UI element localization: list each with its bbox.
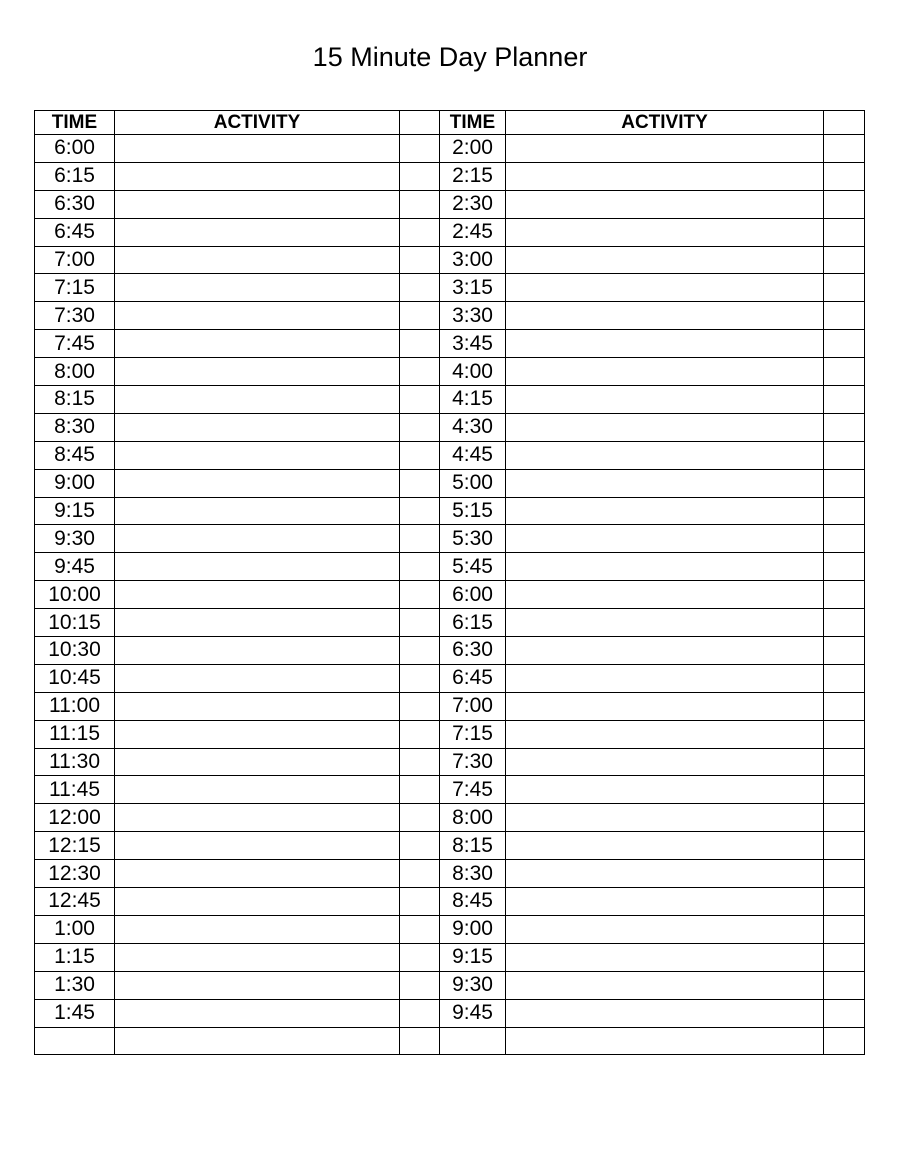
- time-cell-right: 2:30: [440, 190, 506, 218]
- time-cell-right: 2:15: [440, 162, 506, 190]
- time-cell-right: 5:45: [440, 553, 506, 581]
- time-cell-left: 1:15: [35, 943, 115, 971]
- time-cell-left: 8:15: [35, 386, 115, 414]
- time-cell-left: 10:15: [35, 609, 115, 637]
- time-cell-left: 1:00: [35, 915, 115, 943]
- time-cell-right: 4:30: [440, 413, 506, 441]
- time-cell-left: 8:45: [35, 441, 115, 469]
- time-cell-left: 8:00: [35, 358, 115, 386]
- check-cell-right[interactable]: [824, 915, 865, 943]
- time-cell-right: 7:15: [440, 720, 506, 748]
- time-cell-right: 5:15: [440, 497, 506, 525]
- planner-body: [35, 135, 865, 1055]
- table-row: [35, 999, 865, 1027]
- time-cell-left: 6:15: [35, 162, 115, 190]
- time-cell-left: 9:00: [35, 469, 115, 497]
- check-cell-left[interactable]: [400, 497, 440, 525]
- header-row: [35, 111, 865, 135]
- check-cell-left[interactable]: [400, 609, 440, 637]
- check-cell-left[interactable]: [400, 692, 440, 720]
- table-row: [35, 776, 865, 804]
- check-cell-right[interactable]: [824, 1027, 865, 1055]
- check-cell-right[interactable]: [824, 190, 865, 218]
- activity-cell-right[interactable]: [506, 776, 824, 804]
- check-cell-left[interactable]: [400, 888, 440, 916]
- check-cell-right[interactable]: [824, 330, 865, 358]
- time-cell-right: 3:00: [440, 246, 506, 274]
- check-cell-left[interactable]: [400, 971, 440, 999]
- table-row: [35, 915, 865, 943]
- activity-cell-right[interactable]: [506, 832, 824, 860]
- activity-cell-left[interactable]: [115, 441, 400, 469]
- table-row: [35, 246, 865, 274]
- time-cell-right: 6:30: [440, 637, 506, 665]
- activity-cell-left[interactable]: [115, 274, 400, 302]
- check-cell-right[interactable]: [824, 441, 865, 469]
- time-cell-right: 9:30: [440, 971, 506, 999]
- check-cell-right[interactable]: [824, 162, 865, 190]
- activity-cell-left[interactable]: [115, 915, 400, 943]
- table-row: [35, 190, 865, 218]
- check-cell-left[interactable]: [400, 748, 440, 776]
- table-row: [35, 720, 865, 748]
- activity-cell-right[interactable]: [506, 413, 824, 441]
- activity-cell-left[interactable]: [115, 609, 400, 637]
- activity-cell-right[interactable]: [506, 943, 824, 971]
- activity-cell-left[interactable]: [115, 135, 400, 163]
- time-cell-left: 7:30: [35, 302, 115, 330]
- table-row: [35, 581, 865, 609]
- table-row: [35, 441, 865, 469]
- check-cell-left[interactable]: [400, 553, 440, 581]
- check-cell-right[interactable]: [824, 609, 865, 637]
- check-cell-right[interactable]: [824, 358, 865, 386]
- time-cell-right: 6:15: [440, 609, 506, 637]
- check-cell-left[interactable]: [400, 302, 440, 330]
- activity-cell-left[interactable]: [115, 692, 400, 720]
- activity-cell-right[interactable]: [506, 469, 824, 497]
- time-cell-left: 9:15: [35, 497, 115, 525]
- check-cell-right[interactable]: [824, 776, 865, 804]
- time-cell-left: 9:30: [35, 525, 115, 553]
- check-cell-right[interactable]: [824, 692, 865, 720]
- activity-cell-left[interactable]: [115, 971, 400, 999]
- activity-cell-right[interactable]: [506, 664, 824, 692]
- check-cell-right[interactable]: [824, 274, 865, 302]
- activity-cell-left[interactable]: [115, 664, 400, 692]
- activity-cell-right[interactable]: [506, 162, 824, 190]
- activity-cell-right[interactable]: [506, 218, 824, 246]
- activity-cell-right[interactable]: [506, 581, 824, 609]
- check-cell-left[interactable]: [400, 274, 440, 302]
- activity-cell-left[interactable]: [115, 386, 400, 414]
- activity-cell-right[interactable]: [506, 553, 824, 581]
- check-cell-left[interactable]: [400, 246, 440, 274]
- activity-cell-left[interactable]: [115, 748, 400, 776]
- activity-cell-left[interactable]: [115, 720, 400, 748]
- check-cell-right[interactable]: [824, 888, 865, 916]
- activity-cell-right[interactable]: [506, 441, 824, 469]
- check-cell-right[interactable]: [824, 804, 865, 832]
- time-cell-left: [35, 1027, 115, 1055]
- check-cell-right[interactable]: [824, 135, 865, 163]
- time-cell-right: 9:00: [440, 915, 506, 943]
- time-cell-left: 8:30: [35, 413, 115, 441]
- time-cell-right: 7:00: [440, 692, 506, 720]
- activity-cell-left[interactable]: [115, 860, 400, 888]
- table-row: [35, 413, 865, 441]
- time-cell-left: 11:45: [35, 776, 115, 804]
- check-cell-left[interactable]: [400, 720, 440, 748]
- check-cell-right[interactable]: [824, 497, 865, 525]
- table-row: [35, 525, 865, 553]
- activity-header-left: ACTIVITY: [115, 111, 400, 135]
- check-cell-left[interactable]: [400, 469, 440, 497]
- check-cell-right[interactable]: [824, 413, 865, 441]
- table-row: [35, 609, 865, 637]
- activity-cell-right[interactable]: [506, 692, 824, 720]
- time-cell-right: 3:45: [440, 330, 506, 358]
- check-cell-right[interactable]: [824, 637, 865, 665]
- time-cell-right: 8:45: [440, 888, 506, 916]
- activity-cell-right[interactable]: [506, 525, 824, 553]
- table-row: [35, 860, 865, 888]
- table-row: [35, 218, 865, 246]
- activity-header-right: ACTIVITY: [506, 111, 824, 135]
- check-cell-left[interactable]: [400, 776, 440, 804]
- check-cell-right[interactable]: [824, 553, 865, 581]
- table-row: [35, 832, 865, 860]
- check-cell-left[interactable]: [400, 190, 440, 218]
- time-cell-left: 12:15: [35, 832, 115, 860]
- table-row: [35, 274, 865, 302]
- activity-cell-right[interactable]: [506, 330, 824, 358]
- table-row: [35, 1027, 865, 1055]
- check-cell-left[interactable]: [400, 413, 440, 441]
- time-cell-left: 7:45: [35, 330, 115, 358]
- activity-cell-left[interactable]: [115, 1027, 400, 1055]
- time-cell-left: 9:45: [35, 553, 115, 581]
- activity-cell-left[interactable]: [115, 943, 400, 971]
- check-cell-left[interactable]: [400, 162, 440, 190]
- time-cell-right: 3:15: [440, 274, 506, 302]
- activity-cell-right[interactable]: [506, 386, 824, 414]
- check-cell-left[interactable]: [400, 358, 440, 386]
- table-row: [35, 386, 865, 414]
- activity-cell-right[interactable]: [506, 190, 824, 218]
- activity-cell-right[interactable]: [506, 748, 824, 776]
- check-cell-left[interactable]: [400, 664, 440, 692]
- check-cell-left[interactable]: [400, 330, 440, 358]
- time-cell-right: 8:30: [440, 860, 506, 888]
- check-cell-right[interactable]: [824, 720, 865, 748]
- table-row: [35, 302, 865, 330]
- time-cell-right: 5:30: [440, 525, 506, 553]
- time-cell-right: 4:00: [440, 358, 506, 386]
- time-cell-left: 6:00: [35, 135, 115, 163]
- time-cell-right: 5:00: [440, 469, 506, 497]
- activity-cell-right[interactable]: [506, 971, 824, 999]
- table-row: [35, 748, 865, 776]
- table-row: [35, 888, 865, 916]
- time-cell-right: 6:00: [440, 581, 506, 609]
- time-cell-right: [440, 1027, 506, 1055]
- time-cell-right: 2:45: [440, 218, 506, 246]
- time-cell-left: 10:00: [35, 581, 115, 609]
- activity-cell-right[interactable]: [506, 302, 824, 330]
- time-cell-left: 11:00: [35, 692, 115, 720]
- table-row: [35, 358, 865, 386]
- time-cell-left: 10:45: [35, 664, 115, 692]
- activity-cell-right[interactable]: [506, 358, 824, 386]
- blank-header-left: [400, 111, 440, 135]
- check-cell-right[interactable]: [824, 469, 865, 497]
- check-cell-left[interactable]: [400, 581, 440, 609]
- check-cell-right[interactable]: [824, 999, 865, 1027]
- time-cell-right: 7:45: [440, 776, 506, 804]
- time-cell-left: 7:15: [35, 274, 115, 302]
- check-cell-right[interactable]: [824, 218, 865, 246]
- activity-cell-right[interactable]: [506, 720, 824, 748]
- time-cell-left: 7:00: [35, 246, 115, 274]
- time-cell-right: 4:45: [440, 441, 506, 469]
- check-cell-right[interactable]: [824, 386, 865, 414]
- table-row: [35, 637, 865, 665]
- check-cell-left[interactable]: [400, 441, 440, 469]
- planner-table: [34, 110, 865, 1055]
- activity-cell-left[interactable]: [115, 469, 400, 497]
- activity-cell-right[interactable]: [506, 1027, 824, 1055]
- activity-cell-right[interactable]: [506, 888, 824, 916]
- check-cell-left[interactable]: [400, 386, 440, 414]
- time-header-right: TIME: [440, 111, 506, 135]
- table-row: [35, 804, 865, 832]
- check-cell-left[interactable]: [400, 915, 440, 943]
- activity-cell-left[interactable]: [115, 553, 400, 581]
- time-cell-left: 11:30: [35, 748, 115, 776]
- blank-header-right: [824, 111, 865, 135]
- table-row: [35, 692, 865, 720]
- table-row: [35, 135, 865, 163]
- time-header-left: TIME: [35, 111, 115, 135]
- time-cell-left: 11:15: [35, 720, 115, 748]
- activity-cell-right[interactable]: [506, 609, 824, 637]
- activity-cell-left[interactable]: [115, 637, 400, 665]
- check-cell-right[interactable]: [824, 581, 865, 609]
- check-cell-left[interactable]: [400, 999, 440, 1027]
- activity-cell-left[interactable]: [115, 218, 400, 246]
- activity-cell-right[interactable]: [506, 497, 824, 525]
- check-cell-left[interactable]: [400, 832, 440, 860]
- table-row: [35, 971, 865, 999]
- time-cell-right: 9:15: [440, 943, 506, 971]
- check-cell-right[interactable]: [824, 748, 865, 776]
- check-cell-left[interactable]: [400, 525, 440, 553]
- table-row: [35, 664, 865, 692]
- check-cell-left[interactable]: [400, 804, 440, 832]
- time-cell-left: 12:00: [35, 804, 115, 832]
- page-title: 15 Minute Day Planner: [312, 42, 588, 72]
- activity-cell-right[interactable]: [506, 135, 824, 163]
- activity-cell-left[interactable]: [115, 525, 400, 553]
- check-cell-right[interactable]: [824, 246, 865, 274]
- time-cell-left: 1:45: [35, 999, 115, 1027]
- check-cell-left[interactable]: [400, 637, 440, 665]
- activity-cell-left[interactable]: [115, 413, 400, 441]
- time-cell-right: 7:30: [440, 748, 506, 776]
- table-row: [35, 330, 865, 358]
- activity-cell-left[interactable]: [115, 581, 400, 609]
- activity-cell-right[interactable]: [506, 804, 824, 832]
- time-cell-right: 8:15: [440, 832, 506, 860]
- time-cell-right: 2:00: [440, 135, 506, 163]
- time-cell-right: 4:15: [440, 386, 506, 414]
- time-cell-left: 6:45: [35, 218, 115, 246]
- check-cell-left[interactable]: [400, 135, 440, 163]
- activity-cell-left[interactable]: [115, 804, 400, 832]
- activity-cell-right[interactable]: [506, 637, 824, 665]
- time-cell-right: 3:30: [440, 302, 506, 330]
- check-cell-right[interactable]: [824, 664, 865, 692]
- activity-cell-left[interactable]: [115, 832, 400, 860]
- table-row: [35, 943, 865, 971]
- check-cell-right[interactable]: [824, 525, 865, 553]
- activity-cell-left[interactable]: [115, 497, 400, 525]
- activity-cell-left[interactable]: [115, 162, 400, 190]
- activity-cell-right[interactable]: [506, 274, 824, 302]
- activity-cell-right[interactable]: [506, 999, 824, 1027]
- time-cell-left: 1:30: [35, 971, 115, 999]
- activity-cell-left[interactable]: [115, 330, 400, 358]
- activity-cell-left[interactable]: [115, 888, 400, 916]
- activity-cell-left[interactable]: [115, 246, 400, 274]
- activity-cell-right[interactable]: [506, 246, 824, 274]
- time-cell-left: 12:45: [35, 888, 115, 916]
- check-cell-right[interactable]: [824, 943, 865, 971]
- time-cell-right: 8:00: [440, 804, 506, 832]
- time-cell-right: 6:45: [440, 664, 506, 692]
- activity-cell-left[interactable]: [115, 776, 400, 804]
- check-cell-left[interactable]: [400, 943, 440, 971]
- table-row: [35, 469, 865, 497]
- time-cell-left: 6:30: [35, 190, 115, 218]
- activity-cell-left[interactable]: [115, 358, 400, 386]
- activity-cell-right[interactable]: [506, 915, 824, 943]
- check-cell-right[interactable]: [824, 860, 865, 888]
- check-cell-left[interactable]: [400, 860, 440, 888]
- table-row: [35, 497, 865, 525]
- check-cell-right[interactable]: [824, 832, 865, 860]
- activity-cell-left[interactable]: [115, 190, 400, 218]
- activity-cell-right[interactable]: [506, 860, 824, 888]
- activity-cell-left[interactable]: [115, 302, 400, 330]
- time-cell-left: 12:30: [35, 860, 115, 888]
- time-cell-left: 10:30: [35, 637, 115, 665]
- check-cell-left[interactable]: [400, 1027, 440, 1055]
- table-row: [35, 553, 865, 581]
- check-cell-left[interactable]: [400, 218, 440, 246]
- activity-cell-left[interactable]: [115, 999, 400, 1027]
- table-row: [35, 162, 865, 190]
- check-cell-right[interactable]: [824, 302, 865, 330]
- time-cell-right: 9:45: [440, 999, 506, 1027]
- check-cell-right[interactable]: [824, 971, 865, 999]
